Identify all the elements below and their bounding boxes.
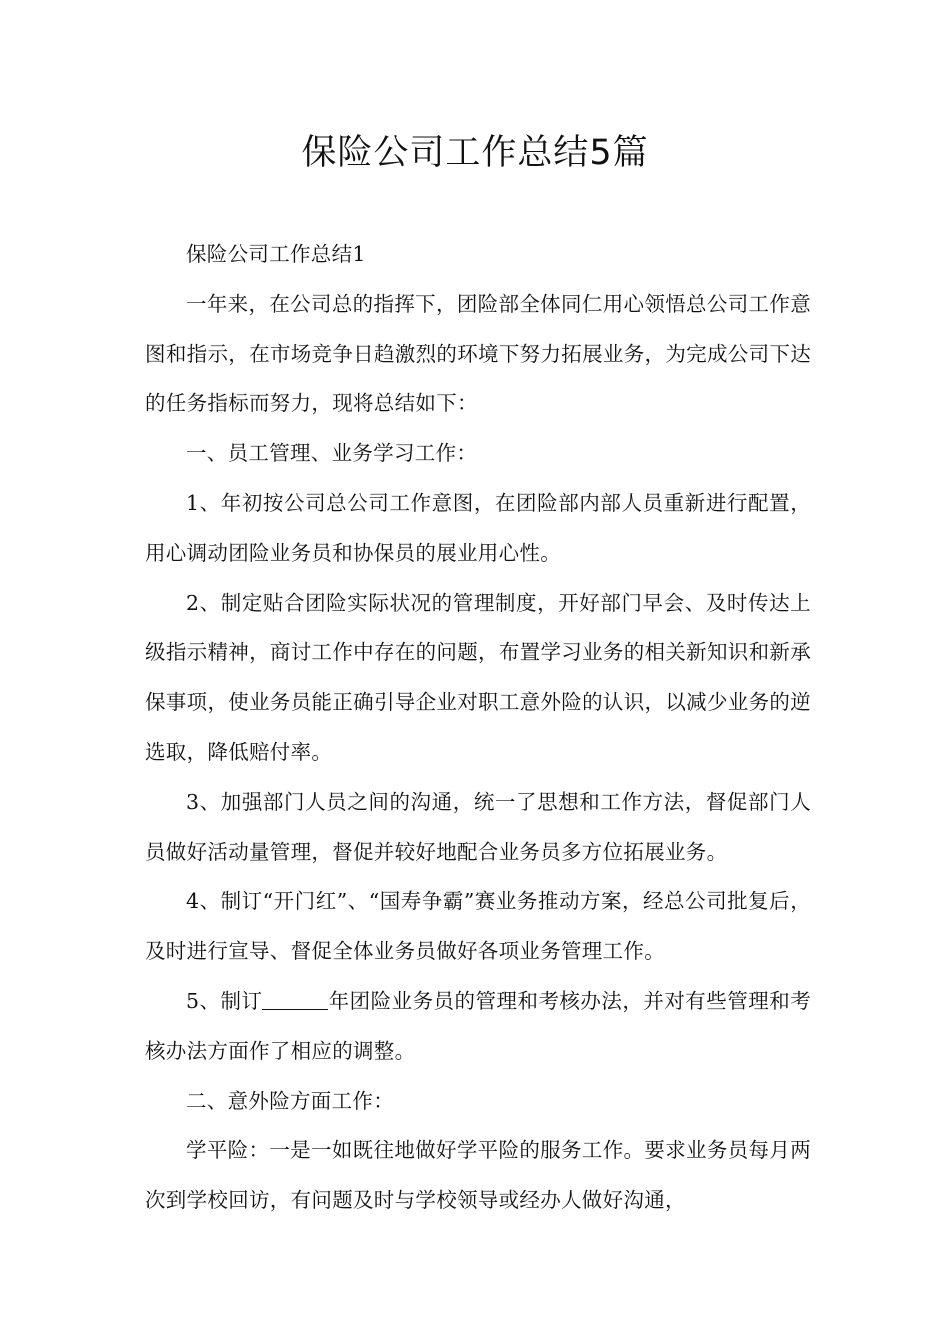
- blank-underline: [262, 988, 328, 1010]
- paragraph: 3、加强部门人员之间的沟通，统一了思想和工作方法，督促部门人员做好活动量管理，督促并较好地配合业务员多方位拓展业务。: [145, 789, 811, 864]
- paragraph: 学平险：一是一如既往地做好学平险的服务工作。要求业务员每月两次到学校回访，有问题及时与学校领导或经办人做好沟通，: [145, 1138, 811, 1213]
- section-heading: 二、意外险方面工作：: [186, 1088, 394, 1113]
- paragraph-suffix: 年团险业务员的管理和考核办法，并对有些管理和考核办法方面作了相应的调整。: [145, 988, 811, 1063]
- paragraph: 1、年初按公司总公司工作意图，在团险部内部人员重新进行配置，用心调动团险业务员和协保员的展业用心性。: [145, 490, 811, 565]
- paragraph: [145, 977, 811, 1077]
- section-heading: 保险公司工作总结1: [186, 242, 366, 266]
- paragraph: 一年来，在公司总的指挥下，团险部全体同仁用心领悟总公司工作意图和指示，在市场竞争日趋激烈的环境下努力拓展业务，为完成公司下达的任务指标而努力，现将总结如下：: [145, 291, 811, 416]
- document-body: [145, 230, 811, 1226]
- paragraph-prefix: 5、制订: [186, 988, 263, 1013]
- section-heading: 一、员工管理、业务学习工作：: [186, 441, 478, 466]
- paragraph: 4、制订“开门红”、“国寿争霸”赛业务推动方案，经总公司批复后，及时进行宣导、督促全体业务员做好各项业务管理工作。: [145, 889, 811, 964]
- paragraph: 2、制定贴合团险实际状况的管理制度，开好部门早会、及时传达上级指示精神，商讨工作中存在的问题，布置学习业务的相关新知识和新承保事项，使业务员能正确引导企业对职工意外险的认识，以减少业务的逆选取，降低赔付率。: [145, 590, 811, 764]
- document-title: 保险公司工作总结5篇: [301, 133, 649, 173]
